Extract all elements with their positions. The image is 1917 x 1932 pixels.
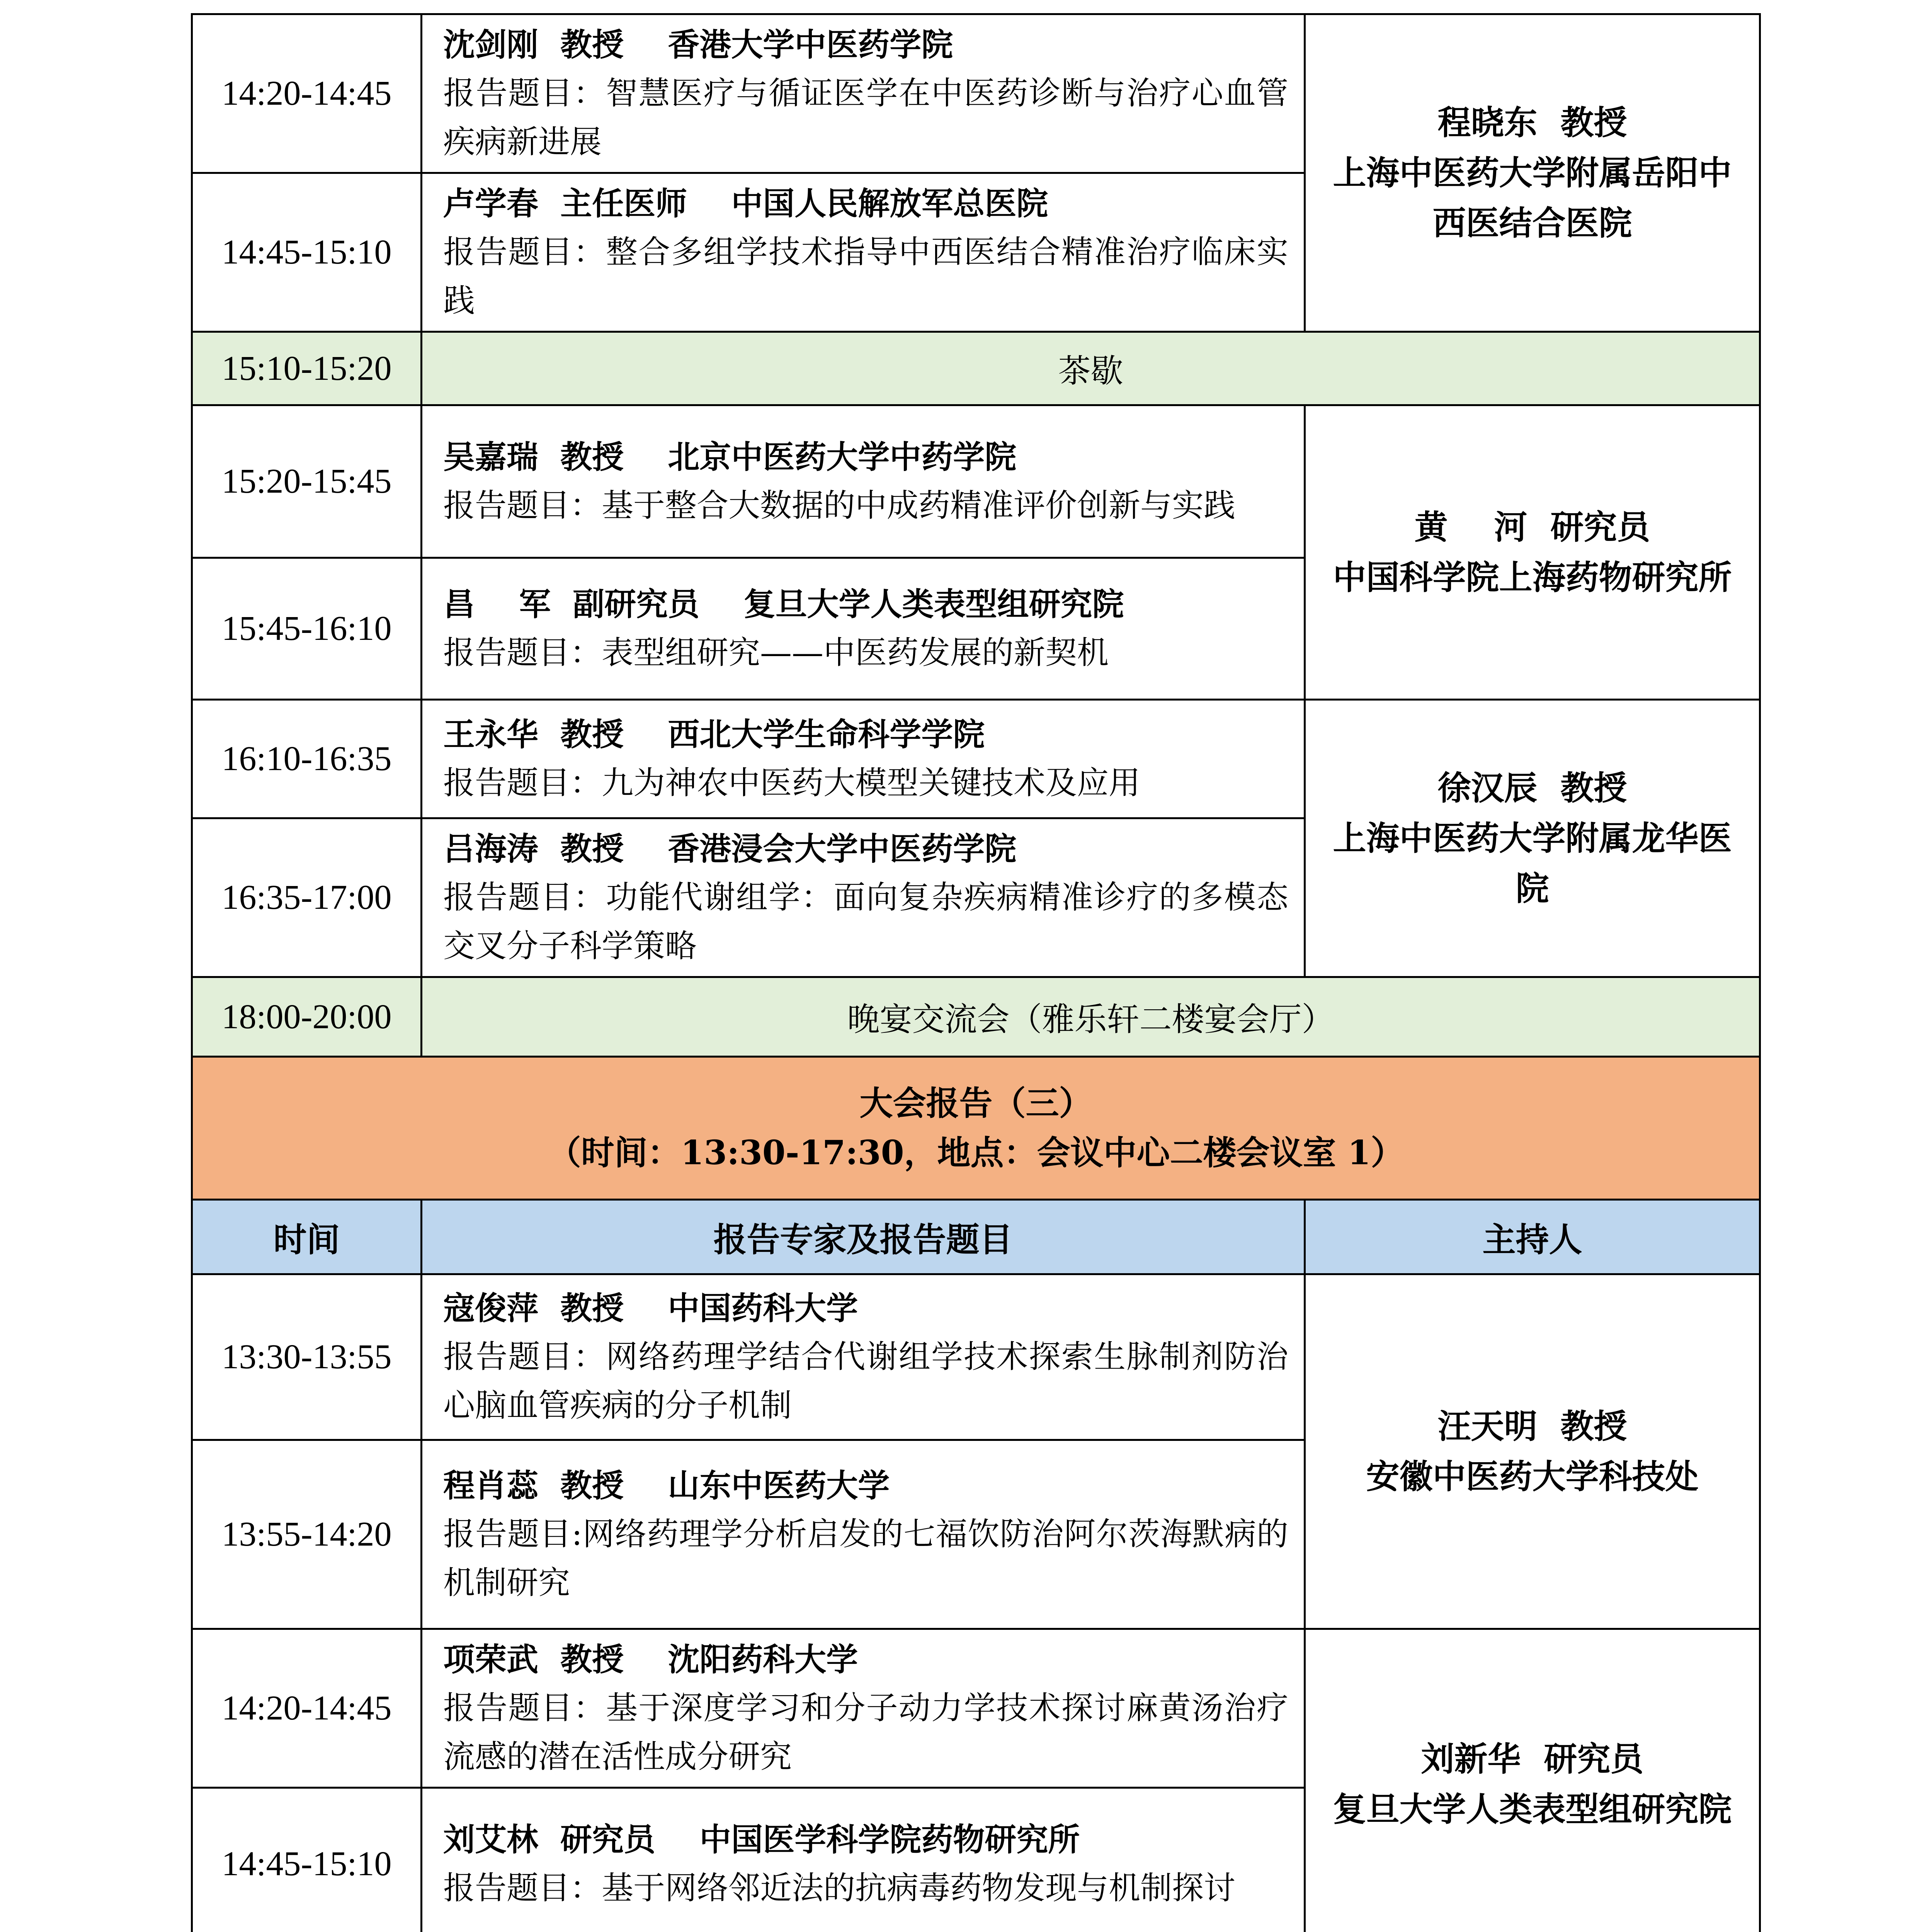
speaker: 昌 军 副研究员 复旦大学人类表型组研究院 bbox=[443, 586, 1124, 623]
time-cell: 16:35-17:00 bbox=[192, 818, 422, 977]
host-name: 刘新华 研究员 bbox=[1421, 1740, 1644, 1779]
speaker: 吴嘉瑞 教授 北京中医药大学中药学院 bbox=[443, 439, 1017, 476]
speaker: 王永华 教授 西北大学生命科学学院 bbox=[443, 716, 985, 753]
talk-row bbox=[192, 405, 1760, 558]
host-name: 程晓东 教授 bbox=[1437, 103, 1627, 142]
column-header-row bbox=[192, 1200, 1760, 1274]
speaker: 寇俊萍 教授 中国药科大学 bbox=[443, 1290, 858, 1327]
talk-title: 报告题目：基于网络邻近法的抗病毒药物发现与机制探讨 bbox=[443, 1869, 1236, 1906]
talk-cell bbox=[422, 14, 1305, 173]
time-cell: 14:20-14:45 bbox=[192, 1629, 422, 1788]
talk-cell bbox=[422, 1629, 1305, 1788]
host-cell bbox=[1305, 1629, 1760, 1932]
host-name: 汪天明 教授 bbox=[1437, 1406, 1627, 1446]
time-cell: 13:55-14:20 bbox=[192, 1440, 422, 1629]
session-banner bbox=[192, 1057, 1760, 1200]
talk-cell bbox=[422, 173, 1305, 332]
talk-cell bbox=[422, 1440, 1305, 1629]
session-banner-row bbox=[192, 1057, 1760, 1200]
session-info: （时间：13:30-17:30，地点：会议中心二楼会议室 1） bbox=[548, 1133, 1404, 1172]
host-name: 黄 河 研究员 bbox=[1414, 507, 1650, 547]
talk-title: 报告题目：网络药理学结合代谢组学技术探索生脉制剂防治心脑血管疾病的分子机制 bbox=[443, 1338, 1288, 1424]
talk-title: 报告题目：基于深度学习和分子动力学技术探讨麻黄汤治疗流感的潜在活性成分研究 bbox=[443, 1690, 1288, 1775]
talk-title: 报告题目：九为神农中医药大模型关键技术及应用 bbox=[443, 765, 1141, 801]
talk-row bbox=[192, 1274, 1760, 1440]
talk-row bbox=[192, 1629, 1760, 1788]
break-label: 茶歇 bbox=[422, 332, 1760, 405]
host-cell bbox=[1305, 14, 1760, 332]
talk-cell bbox=[422, 818, 1305, 977]
host-name: 徐汉辰 教授 bbox=[1437, 768, 1627, 808]
time-cell: 14:45-15:10 bbox=[192, 173, 422, 332]
header-talk: 报告专家及报告题目 bbox=[422, 1200, 1305, 1274]
talk-cell bbox=[422, 1274, 1305, 1440]
host-org: 安徽中医药大学科技处 bbox=[1366, 1457, 1699, 1496]
time-cell: 18:00-20:00 bbox=[192, 977, 422, 1057]
header-host: 主持人 bbox=[1305, 1200, 1760, 1274]
speaker: 卢学春 主任医师 中国人民解放军总医院 bbox=[443, 185, 1048, 222]
talk-cell bbox=[422, 700, 1305, 818]
speaker: 沈剑刚 教授 香港大学中医药学院 bbox=[443, 26, 953, 63]
host-org: 复旦大学人类表型组研究院 bbox=[1333, 1790, 1732, 1829]
speaker: 项荣武 教授 沈阳药科大学 bbox=[443, 1641, 858, 1678]
time-cell: 13:30-13:55 bbox=[192, 1274, 422, 1440]
host-org: 上海中医药大学附属岳阳中西医结合医院 bbox=[1333, 153, 1732, 243]
break-row bbox=[192, 332, 1760, 405]
host-cell bbox=[1305, 405, 1760, 700]
time-cell: 14:20-14:45 bbox=[192, 14, 422, 173]
dinner-row bbox=[192, 977, 1760, 1057]
time-cell: 15:10-15:20 bbox=[192, 332, 422, 405]
time-cell: 15:20-15:45 bbox=[192, 405, 422, 558]
host-cell bbox=[1305, 700, 1760, 977]
host-cell bbox=[1305, 1274, 1760, 1629]
talk-cell bbox=[422, 558, 1305, 700]
talk-title: 报告题目：基于整合大数据的中成药精准评价创新与实践 bbox=[443, 487, 1236, 524]
dinner-label: 晚宴交流会（雅乐轩二楼宴会厅） bbox=[422, 977, 1760, 1057]
speaker: 程肖蕊 教授 山东中医药大学 bbox=[443, 1467, 890, 1504]
talk-title: 报告题目：整合多组学技术指导中西医结合精准治疗临床实践 bbox=[443, 234, 1288, 319]
session-title: 大会报告（三） bbox=[859, 1083, 1092, 1123]
speaker: 吕海涛 教授 香港浸会大学中医药学院 bbox=[443, 830, 1017, 867]
talk-title: 报告题目：智慧医疗与循证医学在中医药诊断与治疗心血管疾病新进展 bbox=[443, 75, 1288, 160]
time-cell: 15:45-16:10 bbox=[192, 558, 422, 700]
speaker: 刘艾林 研究员 中国医学科学院药物研究所 bbox=[443, 1821, 1080, 1858]
talk-title: 报告题目:网络药理学分析启发的七福饮防治阿尔茨海默病的机制研究 bbox=[443, 1516, 1288, 1601]
talk-title: 报告题目：表型组研究——中医药发展的新契机 bbox=[443, 634, 1109, 671]
talk-cell bbox=[422, 405, 1305, 558]
talk-row bbox=[192, 14, 1760, 173]
host-org: 中国科学院上海药物研究所 bbox=[1333, 558, 1732, 597]
talk-title: 报告题目：功能代谢组学：面向复杂疾病精准诊疗的多模态交叉分子科学策略 bbox=[443, 879, 1288, 964]
agenda-table bbox=[191, 13, 1761, 1932]
talk-row bbox=[192, 700, 1760, 818]
host-org: 上海中医药大学附属龙华医院 bbox=[1333, 818, 1732, 908]
time-cell: 16:10-16:35 bbox=[192, 700, 422, 818]
time-cell: 14:45-15:10 bbox=[192, 1788, 422, 1932]
header-time: 时间 bbox=[192, 1200, 422, 1274]
talk-cell bbox=[422, 1788, 1305, 1932]
